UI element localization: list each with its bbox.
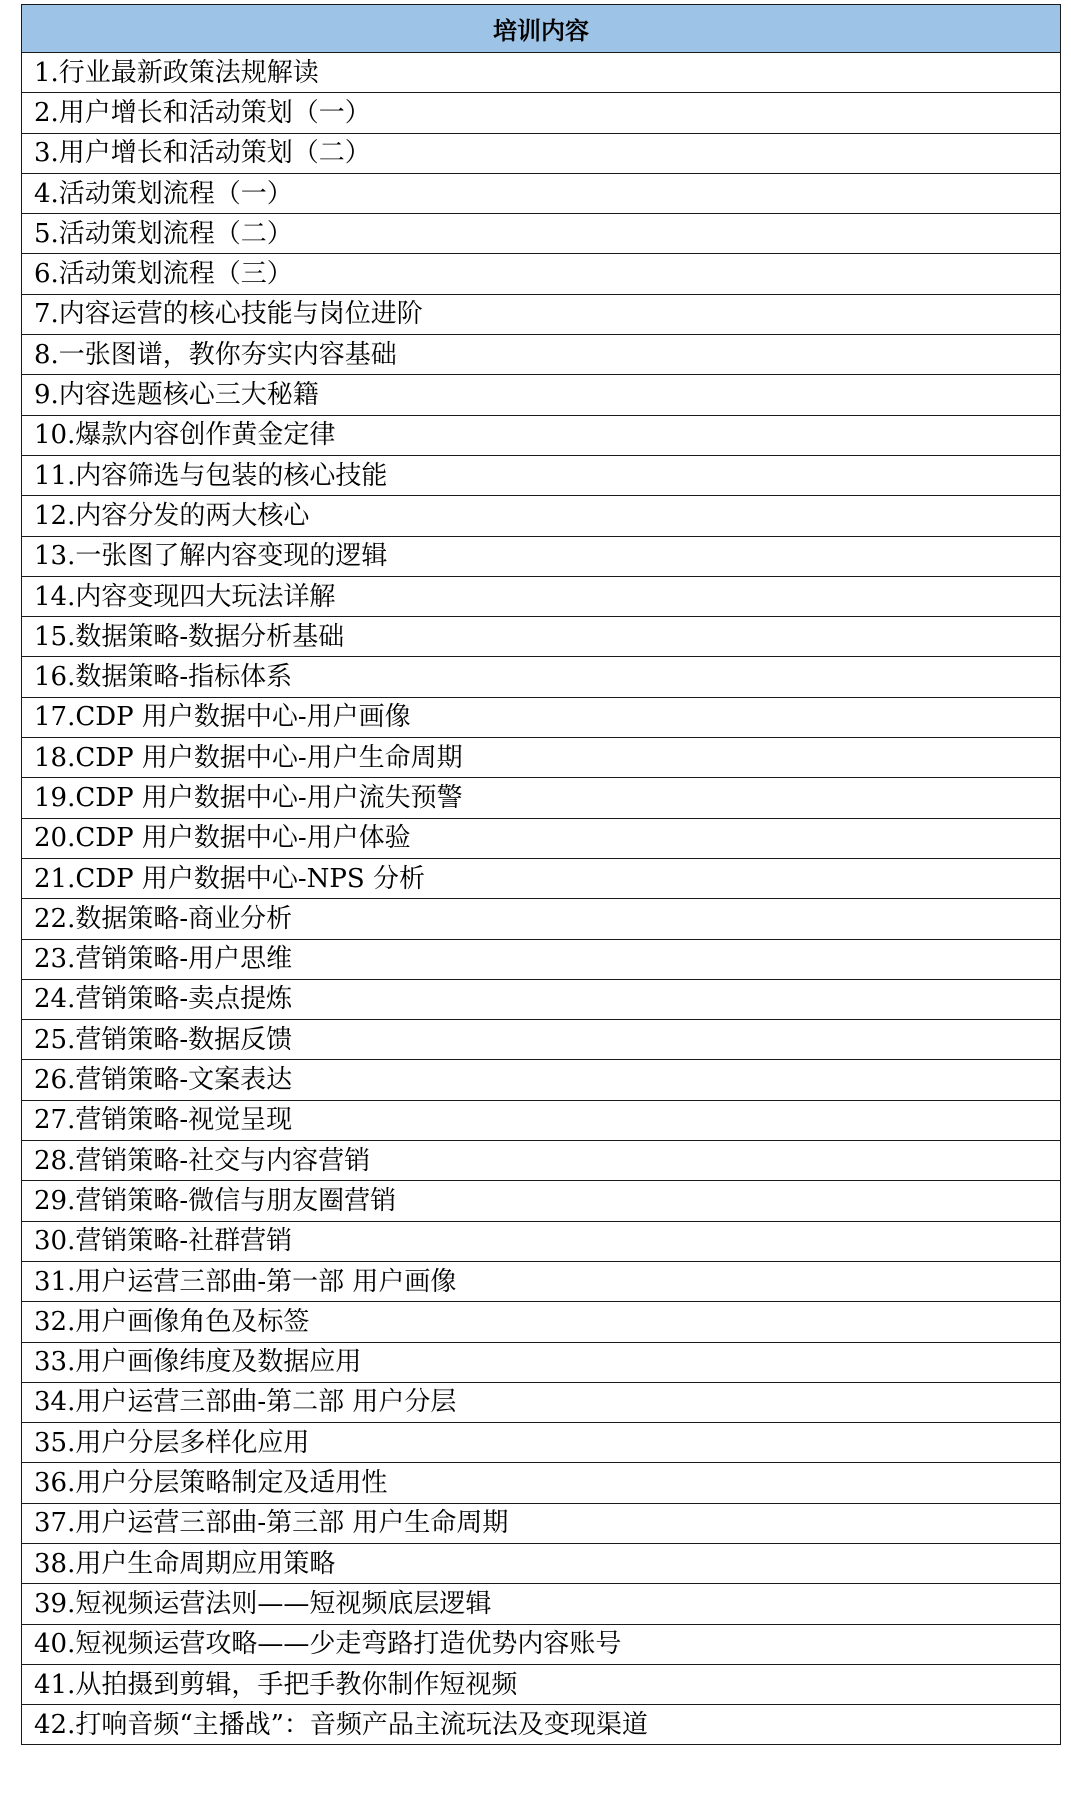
course-item-cell: 38.用户生命周期应用策略 [22,1543,1061,1583]
table-row [22,53,1061,93]
table-row [22,1503,1061,1543]
course-item-cell: 40.短视频运营攻略——少走弯路打造优势内容账号 [22,1624,1061,1664]
course-item-cell: 15.数据策略-数据分析基础 [22,617,1061,657]
course-item-cell: 2.用户增长和活动策划（一） [22,93,1061,133]
table-row [22,858,1061,898]
course-item-cell: 42.打响音频“主播战”：音频产品主流玩法及变现渠道 [22,1705,1061,1745]
table-row [22,1342,1061,1382]
course-item-cell: 33.用户画像纬度及数据应用 [22,1342,1061,1382]
course-item-cell: 9.内容选题核心三大秘籍 [22,375,1061,415]
table-row [22,1060,1061,1100]
course-item-cell: 11.内容筛选与包装的核心技能 [22,455,1061,495]
course-item-cell: 13.一张图了解内容变现的逻辑 [22,536,1061,576]
table-row [22,1302,1061,1342]
course-item-cell: 4.活动策划流程（一） [22,173,1061,213]
course-item-cell: 29.营销策略-微信与朋友圈营销 [22,1181,1061,1221]
course-item-cell: 12.内容分发的两大核心 [22,496,1061,536]
course-item-cell: 6.活动策划流程（三） [22,254,1061,294]
course-item-cell: 20.CDP 用户数据中心-用户体验 [22,818,1061,858]
training-content-sheet [21,4,1061,1745]
table-row [22,818,1061,858]
course-item-cell: 23.营销策略-用户思维 [22,939,1061,979]
course-item-cell: 10.爆款内容创作黄金定律 [22,415,1061,455]
course-item-cell: 1.行业最新政策法规解读 [22,53,1061,93]
table-row [22,939,1061,979]
course-item-cell: 39.短视频运营法则——短视频底层逻辑 [22,1584,1061,1624]
table-row [22,1100,1061,1140]
training-content-table [21,4,1061,1745]
table-row [22,1463,1061,1503]
course-item-cell: 17.CDP 用户数据中心-用户画像 [22,697,1061,737]
table-header-row [22,5,1061,53]
table-row [22,335,1061,375]
table-row [22,1584,1061,1624]
course-item-cell: 28.营销策略-社交与内容营销 [22,1141,1061,1181]
course-item-cell: 14.内容变现四大玩法详解 [22,576,1061,616]
table-row [22,1020,1061,1060]
table-row [22,415,1061,455]
course-item-cell: 8.一张图谱，教你夯实内容基础 [22,335,1061,375]
table-row [22,1423,1061,1463]
table-row [22,657,1061,697]
course-item-cell: 41.从拍摄到剪辑，手把手教你制作短视频 [22,1664,1061,1704]
table-row [22,778,1061,818]
table-row [22,1181,1061,1221]
table-header-training-content: 培训内容 [22,5,1061,53]
table-row [22,1261,1061,1301]
course-item-cell: 22.数据策略-商业分析 [22,899,1061,939]
course-item-cell: 30.营销策略-社群营销 [22,1221,1061,1261]
course-item-cell: 34.用户运营三部曲-第二部 用户分层 [22,1382,1061,1422]
table-row [22,214,1061,254]
table-row [22,617,1061,657]
course-item-cell: 35.用户分层多样化应用 [22,1423,1061,1463]
table-row [22,254,1061,294]
table-row [22,294,1061,334]
course-item-cell: 27.营销策略-视觉呈现 [22,1100,1061,1140]
course-item-cell: 3.用户增长和活动策划（二） [22,133,1061,173]
table-row [22,93,1061,133]
table-row [22,455,1061,495]
table-row [22,1624,1061,1664]
course-item-cell: 36.用户分层策略制定及适用性 [22,1463,1061,1503]
table-row [22,1543,1061,1583]
course-item-cell: 32.用户画像角色及标签 [22,1302,1061,1342]
course-item-cell: 18.CDP 用户数据中心-用户生命周期 [22,738,1061,778]
table-row [22,899,1061,939]
table-row [22,1382,1061,1422]
course-item-cell: 21.CDP 用户数据中心-NPS 分析 [22,858,1061,898]
table-row [22,1221,1061,1261]
table-row [22,1705,1061,1745]
course-item-cell: 31.用户运营三部曲-第一部 用户画像 [22,1261,1061,1301]
course-item-cell: 7.内容运营的核心技能与岗位进阶 [22,294,1061,334]
table-row [22,375,1061,415]
table-row [22,133,1061,173]
course-item-cell: 19.CDP 用户数据中心-用户流失预警 [22,778,1061,818]
table-row [22,496,1061,536]
course-item-cell: 16.数据策略-指标体系 [22,657,1061,697]
table-row [22,173,1061,213]
course-item-cell: 26.营销策略-文案表达 [22,1060,1061,1100]
table-row [22,738,1061,778]
course-item-cell: 37.用户运营三部曲-第三部 用户生命周期 [22,1503,1061,1543]
course-item-cell: 5.活动策划流程（二） [22,214,1061,254]
course-item-cell: 24.营销策略-卖点提炼 [22,979,1061,1019]
table-row [22,697,1061,737]
table-row [22,536,1061,576]
table-row [22,1141,1061,1181]
table-body [22,53,1061,1745]
table-row [22,576,1061,616]
table-row [22,1664,1061,1704]
course-item-cell: 25.营销策略-数据反馈 [22,1020,1061,1060]
table-row [22,979,1061,1019]
